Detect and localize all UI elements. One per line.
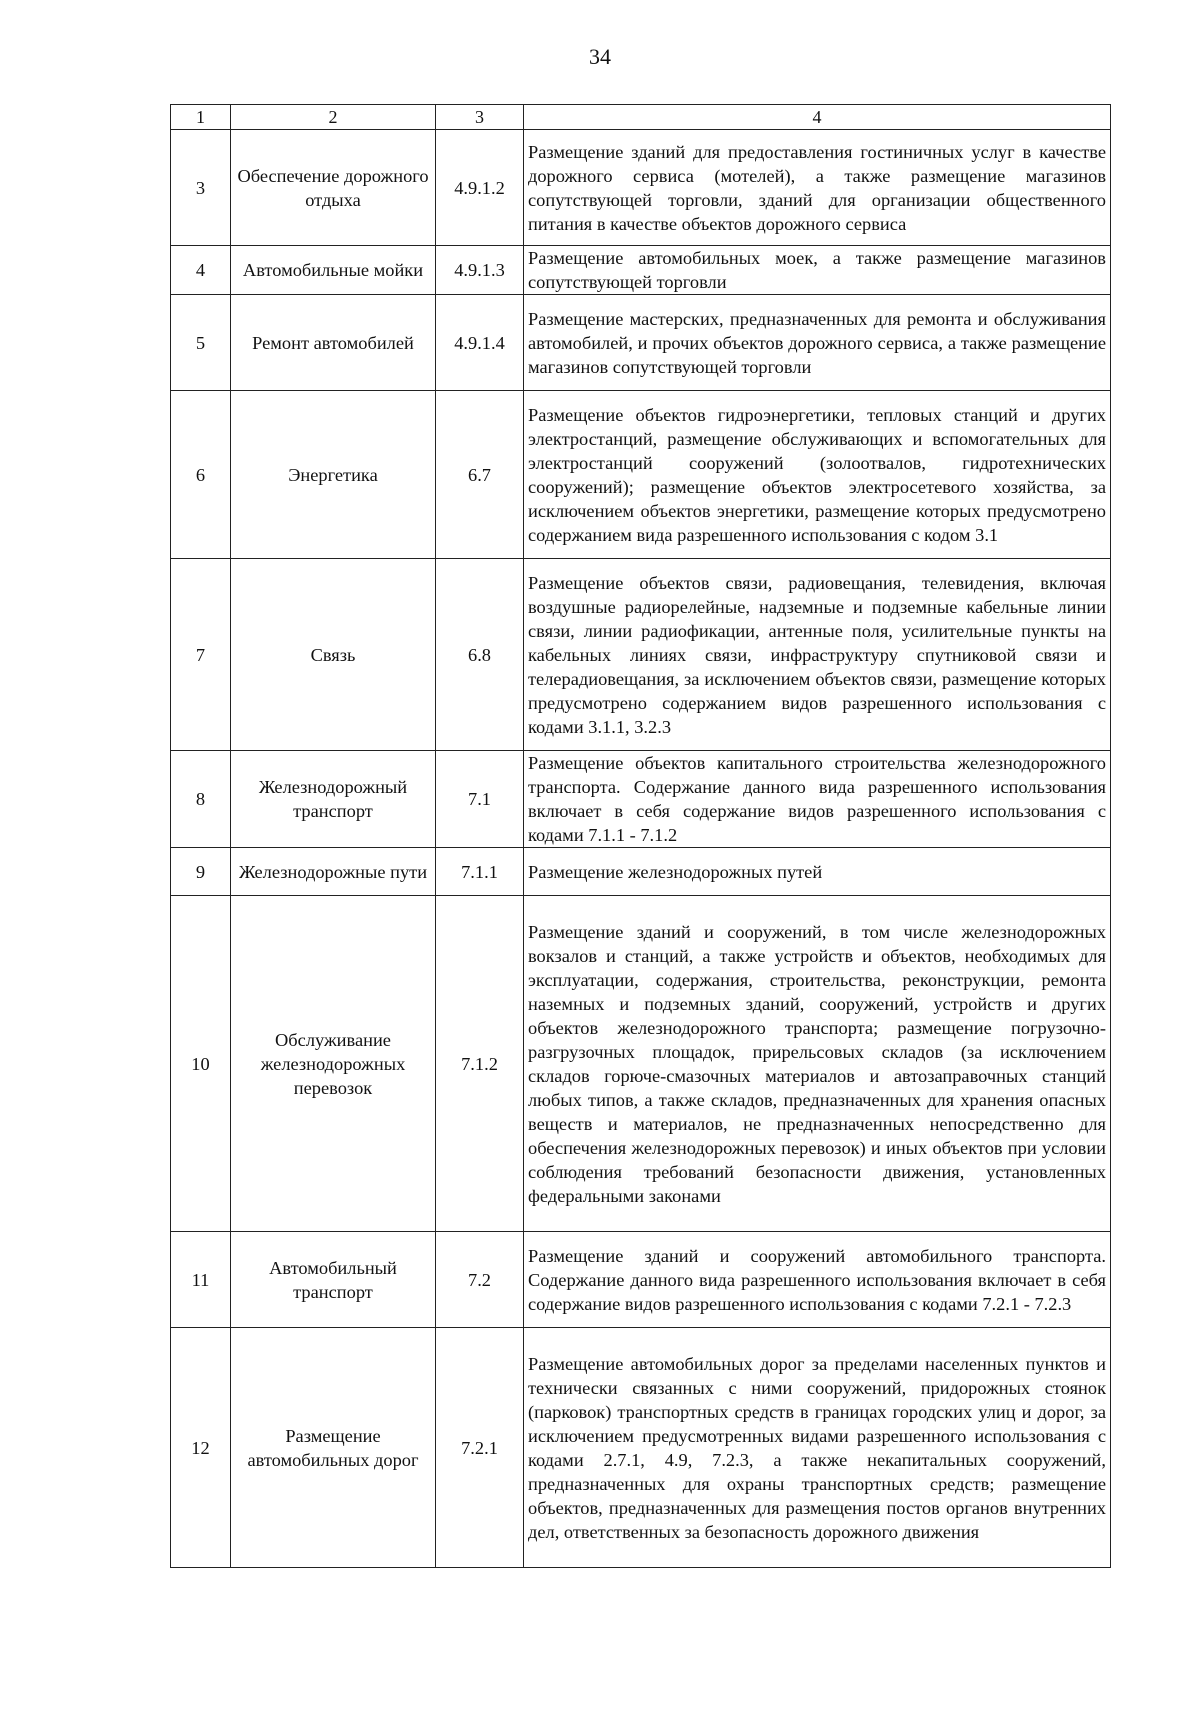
- page-number: 34: [589, 44, 611, 69]
- use-type-name: Автомобильный транспорт: [231, 1232, 436, 1328]
- use-type-name: Энергетика: [231, 391, 436, 559]
- use-type-code: 6.7: [436, 391, 524, 559]
- use-type-name: Связь: [231, 559, 436, 751]
- use-type-description: Размещение мастерских, предназначенных для ремонта и обслуживания автомобилей, и прочих объектов дорожного сервиса, а также размещение магазинов сопутствующей торговли: [524, 295, 1111, 391]
- table-row: [171, 896, 1111, 1232]
- use-type-code: 4.9.1.3: [436, 246, 524, 295]
- use-type-description: Размещение автомобильных моек, а также размещение магазинов сопутствующей торговли: [524, 246, 1111, 295]
- row-number: 8: [171, 751, 231, 848]
- table-row: [171, 295, 1111, 391]
- use-type-description: Размещение объектов гидроэнергетики, тепловых станций и других электростанций, размещение обслуживающих и вспомогательных для электростанций сооружений (золоотвалов, гидротехнических сооружений); размещение объектов электросетевого хозяйства, за исключением объектов энергетики, размещение которых предусмотрено содержанием вида разрешенного использования с кодом 3.1: [524, 391, 1111, 559]
- table-row: [171, 246, 1111, 295]
- row-number: 9: [171, 848, 231, 896]
- use-type-description: Размещение объектов капитального строительства железнодорожного транспорта. Содержание данного вида разрешенного использования включает в себя содержание видов разрешенного использования с кодами 7.1.1 - 7.1.2: [524, 751, 1111, 848]
- table-header-row: [171, 105, 1111, 130]
- use-type-code: 7.1: [436, 751, 524, 848]
- row-number: 11: [171, 1232, 231, 1328]
- table-row: [171, 848, 1111, 896]
- use-type-name: Обеспечение дорожного отдыха: [231, 130, 436, 246]
- use-type-code: 7.2: [436, 1232, 524, 1328]
- use-type-name: Ремонт автомобилей: [231, 295, 436, 391]
- use-type-description: Размещение автомобильных дорог за пределами населенных пунктов и технически связанных с ними сооружений, придорожных стоянок (парковок) транспортных средств в границах городских улиц и дорог, за исключением предусмотренных видами разрешенного использования с кодами 2.7.1, 4.9, 7.2.3, а также некапитальных сооружений, предназначенных для охраны транспортных средств; размещение объектов, предназначенных для размещения постов органов внутренних дел, ответственных за безопасность дорожного движения: [524, 1328, 1111, 1568]
- use-type-name: Автомобильные мойки: [231, 246, 436, 295]
- use-type-description: Размещение зданий и сооружений, в том числе железнодорожных вокзалов и станций, а также устройств и объектов, необходимых для эксплуатации, содержания, строительства, реконструкции, ремонта наземных и подземных зданий, сооружений, устройств и других объектов железнодорожного транспорта; размещение погрузочно-разгрузочных площадок, прирельсовых складов (за исключением складов горюче-смазочных материалов и автозаправочных станций любых типов, а также складов, предназначенных для хранения опасных веществ и материалов, не предназначенных непосредственно для обеспечения железнодорожных перевозок) и иных объектов при условии соблюдения требований безопасности движения, установленных федеральными законами: [524, 896, 1111, 1232]
- table-row: [171, 130, 1111, 246]
- table-row: [171, 751, 1111, 848]
- use-type-code: 6.8: [436, 559, 524, 751]
- row-number: 10: [171, 896, 231, 1232]
- use-type-code: 7.1.2: [436, 896, 524, 1232]
- use-type-description: Размещение зданий для предоставления гостиничных услуг в качестве дорожного сервиса (мотелей), а также размещение магазинов сопутствующей торговли, зданий для организации общественного питания в качестве объектов дорожного сервиса: [524, 130, 1111, 246]
- use-type-description: Размещение зданий и сооружений автомобильного транспорта. Содержание данного вида разрешенного использования включает в себя содержание видов разрешенного использования с кодами 7.2.1 - 7.2.3: [524, 1232, 1111, 1328]
- row-number: 5: [171, 295, 231, 391]
- column-header-number: 1: [171, 105, 231, 130]
- use-type-name: Железнодорожные пути: [231, 848, 436, 896]
- table-row: [171, 1232, 1111, 1328]
- row-number: 12: [171, 1328, 231, 1568]
- row-number: 6: [171, 391, 231, 559]
- table-row: [171, 391, 1111, 559]
- use-type-code: 7.2.1: [436, 1328, 524, 1568]
- use-type-description: Размещение объектов связи, радиовещания, телевидения, включая воздушные радиорелейные, надземные и подземные кабельные линии связи, линии радиофикации, антенные поля, усилительные пункты на кабельных линиях связи, инфраструктуру спутниковой связи и телерадиовещания, за исключением объектов связи, размещение которых предусмотрено содержанием видов разрешенного использования с кодами 3.1.1, 3.2.3: [524, 559, 1111, 751]
- column-header-name: 2: [231, 105, 436, 130]
- land-use-table: [170, 104, 1111, 1568]
- row-number: 4: [171, 246, 231, 295]
- column-header-description: 4: [524, 105, 1111, 130]
- use-type-name: Обслуживание железнодорожных перевозок: [231, 896, 436, 1232]
- column-header-code: 3: [436, 105, 524, 130]
- row-number: 7: [171, 559, 231, 751]
- use-type-description: Размещение железнодорожных путей: [524, 848, 1111, 896]
- use-type-code: 7.1.1: [436, 848, 524, 896]
- row-number: 3: [171, 130, 231, 246]
- use-type-name: Размещение автомобильных дорог: [231, 1328, 436, 1568]
- use-type-code: 4.9.1.4: [436, 295, 524, 391]
- table-row: [171, 559, 1111, 751]
- table-row: [171, 1328, 1111, 1568]
- use-type-name: Железнодорожный транспорт: [231, 751, 436, 848]
- use-type-code: 4.9.1.2: [436, 130, 524, 246]
